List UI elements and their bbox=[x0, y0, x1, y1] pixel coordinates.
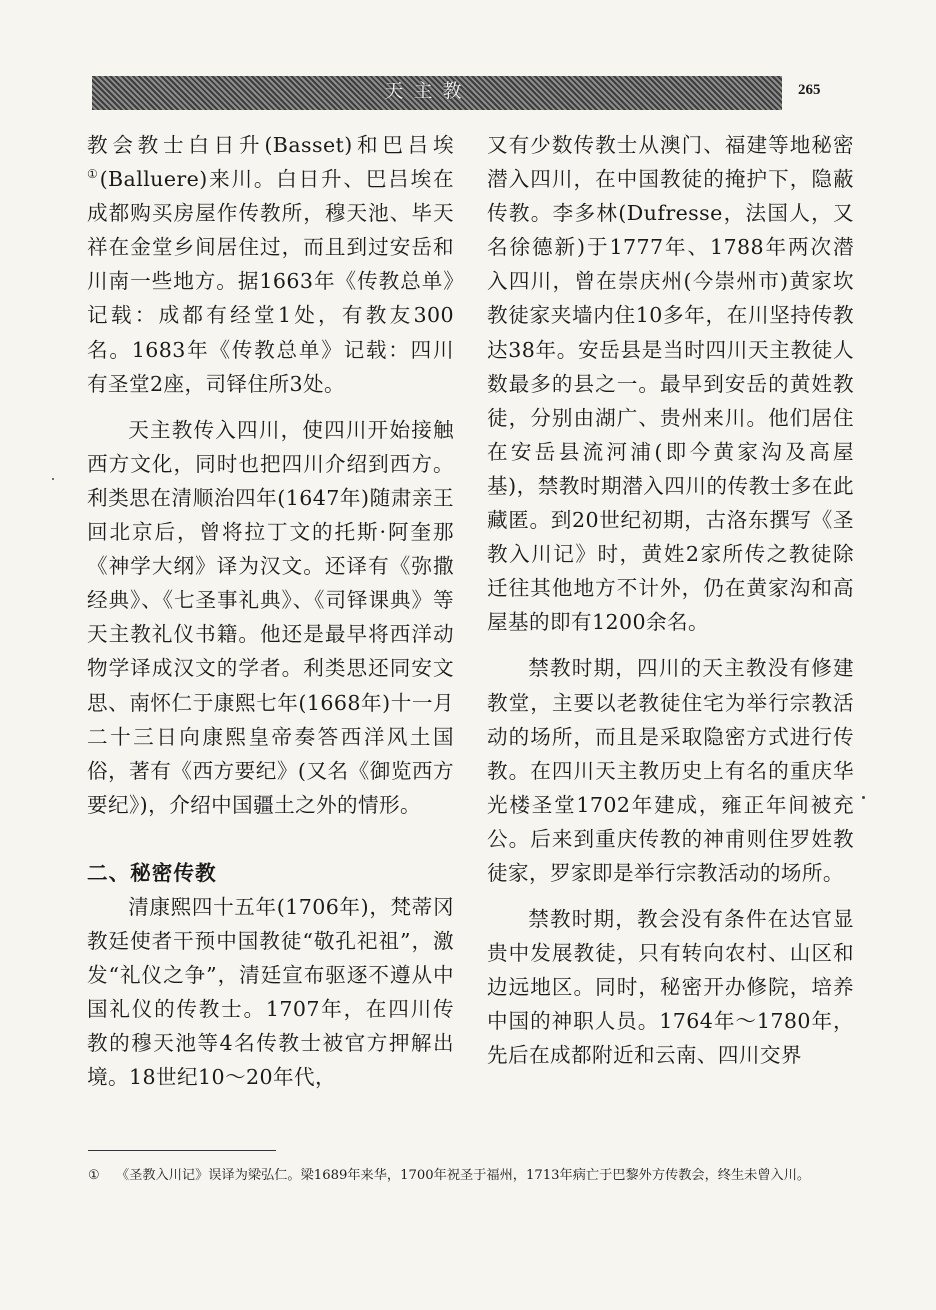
right-column bbox=[487, 128, 854, 1073]
footnote bbox=[88, 1163, 844, 1189]
right-paragraph-2: 禁教时期，四川的天主教没有修建教堂，主要以老教徒住宅为举行宗教活动的场所，而且是采取隐密方式进行传教。在四川天主教历史上有名的重庆华光楼圣堂1702年建成，雍正年间被充公。后来到重庆传教的神甫则住罗姓教徒家，罗家即是举行宗教活动的场所。 bbox=[487, 656, 854, 885]
left-paragraph-2: 天主教传入四川，使四川开始接触西方文化，同时也把四川介绍到西方。利类思在清顺治四年(1647年)随肃亲王回北京后，曾将拉丁文的托斯·阿奎那《神学大纲》译为汉文。还译有《弥撒经典》、《七圣事礼典》、《司铎课典》等天主教礼仪书籍。他还是最早将西洋动物学译成汉文的学者。利类思还同安文思、南怀仁于康熙七年(1668年)十一月二十三日向康熙皇帝奏答西洋风土国俗，著有《西方要纪》(又名《御览西方要纪》)，介绍中国疆土之外的情形。 bbox=[87, 417, 454, 817]
page-number: 265 bbox=[798, 82, 821, 98]
scan-speck bbox=[862, 796, 865, 799]
running-header-title: 天主教 bbox=[384, 80, 472, 102]
right-paragraph-3: 禁教时期，教会没有条件在达官显贵中发展教徒，只有转向农村、山区和边远地区。同时，秘密开办修院，培养中国的神职人员。1764年～1780年，先后在成都附近和云南、四川交界 bbox=[487, 907, 854, 1068]
left-paragraph-1 bbox=[87, 128, 454, 401]
left-paragraph-1-rest: (Balluere)来川。白日升、巴吕埃在成都购买房屋作传教所，穆天池、毕天祥在金堂乡间居住过，而且到过安岳和川南一些地方。据1663年《传教总单》记载：成都有经堂1处，有教友300名。1683年《传教总单》记载：四川有圣堂2座，司铎住所3处。 bbox=[87, 167, 454, 396]
left-paragraph-1-start: 教会教士白日升(Basset)和巴吕埃 bbox=[87, 133, 454, 157]
footnote-reference[interactable]: ① bbox=[87, 167, 100, 182]
footnote-text: 《圣教入川记》误译为梁弘仁。梁1689年来华，1700年祝圣于福州，1713年病亡于巴黎外方传教会，终生未曾入川。 bbox=[116, 1168, 811, 1183]
section-heading: 二、秘密传教 bbox=[87, 860, 217, 885]
right-paragraph-1: 又有少数传教士从澳门、福建等地秘密潜入四川，在中国教徒的掩护下，隐蔽传教。李多林(Dufresse，法国人，又名徐德新)于1777年、1788年两次潜入四川，曾在崇庆州(今崇州市)黄家坎教徒家夹墙内住10多年，在川坚持传教达38年。安岳县是当时四川天主教徒人数最多的县之一。最早到安岳的黄姓教徒，分别由湖广、贵州来川。他们居住在安岳县流河浦(即今黄家沟及高屋基)，禁教时期潜入四川的传教士多在此藏匿。到20世纪初期，古洛东撰写《圣教入川记》时，黄姓2家所传之教徒除迁往其他地方不计外，仍在黄家沟和高屋基的即有1200余名。 bbox=[487, 133, 854, 635]
left-column bbox=[87, 128, 454, 1095]
footnote-mark: ① bbox=[88, 1168, 100, 1183]
left-paragraph-3: 清康熙四十五年(1706年)，梵蒂冈教廷使者干预中国教徒“敬孔祀祖”，激发“礼仪之争”，清廷宣布驱逐不遵从中国礼仪的传教士。1707年，在四川传教的穆天池等4名传教士被官方押解出境。18世纪10～20年代， bbox=[87, 894, 454, 1090]
footnote-divider bbox=[88, 1150, 276, 1151]
scan-speck bbox=[52, 478, 54, 480]
